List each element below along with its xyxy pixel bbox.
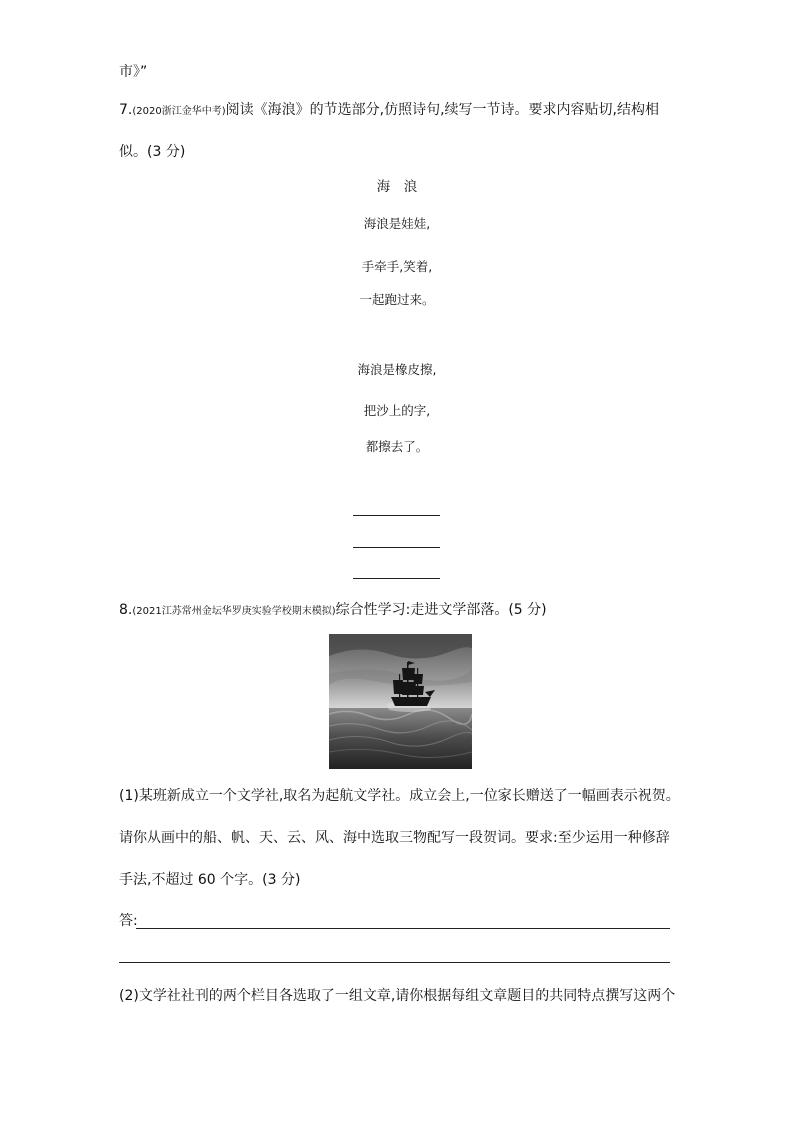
poem-line: 海浪是橡皮擦, [357, 362, 437, 377]
question-7-line-1 [119, 100, 659, 122]
answer-line-1[interactable] [136, 928, 670, 929]
poem-line: 海浪是娃娃, [363, 216, 431, 231]
question-8-number: 8. [119, 602, 133, 618]
answer-label: 答: [119, 913, 138, 929]
question-8-text: 综合性学习:走进文学部落。(5 分) [335, 602, 547, 618]
question-7-line-2: 似。(3 分) [119, 144, 186, 160]
sub-question-2-line-1: (2)文学社社刊的两个栏目各选取了一组文章,请你根据每组文章题目的共同特点撰写这两个 [119, 988, 676, 1004]
poem-line: 一起跑过来。 [359, 292, 435, 307]
poem-line: 都擦去了。 [365, 439, 429, 454]
poem-line: 手牵手,笑着, [361, 259, 433, 274]
question-7-number: 7. [119, 102, 133, 118]
sub-question-1-line-1: (1)某班新成立一个文学社,取名为起航文学社。成立会上,一位家长赠送了一幅画表示祝贺。 [119, 788, 680, 804]
answer-line-2[interactable] [119, 962, 670, 963]
question-8-line [119, 600, 547, 622]
poem-blank-line-2[interactable] [353, 547, 440, 548]
poem-title: 海 浪 [376, 179, 418, 195]
sailing-ship-picture [329, 634, 472, 769]
poem-line: 把沙上的字, [363, 403, 431, 418]
question-7-source: (2020浙江金华中考) [132, 106, 226, 117]
question-8-source: (2021江苏常州金坛华罗庚实验学校期末模拟) [132, 606, 336, 617]
poem-blank-line-3[interactable] [353, 578, 440, 579]
top-fragment: 市》” [119, 64, 148, 80]
question-7-text: 阅读《海浪》的节选部分,仿照诗句,续写一节诗。要求内容贴切,结构相 [225, 102, 659, 118]
sub-question-1-line-2: 请你从画中的船、帆、天、云、风、海中选取三物配写一段贺词。要求:至少运用一种修辞 [119, 830, 670, 846]
poem-blank-line-1[interactable] [353, 515, 440, 516]
sub-question-1-line-3: 手法,不超过 60 个字。(3 分) [119, 872, 301, 888]
